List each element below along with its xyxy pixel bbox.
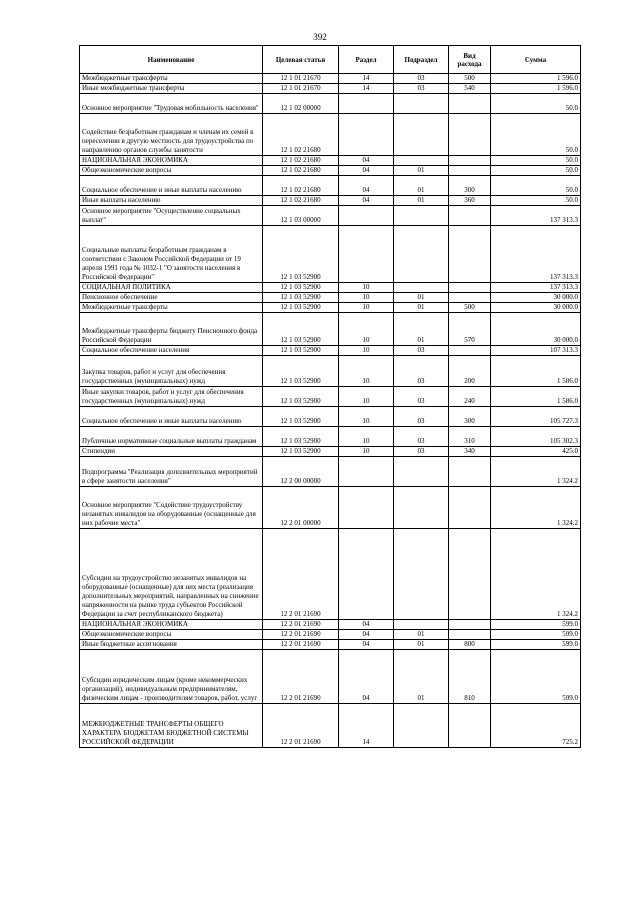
row-name-cell: Социальное обеспечение населения: [80, 346, 263, 356]
row-name-cell: Подпрограмма "Реализация дополнительных мероприятий в сфере занятости населения": [80, 457, 263, 487]
table-row: [80, 356, 581, 387]
row-target-article-cell: 12 1 03 52900: [263, 346, 339, 356]
row-expense-type-cell: 500: [449, 303, 491, 313]
row-amount-cell: 30 000.0: [491, 293, 581, 303]
row-amount-cell: 50.0: [491, 114, 581, 156]
table-row: [80, 303, 581, 313]
row-section-cell: 04: [339, 650, 394, 704]
row-expense-type-cell: [449, 346, 491, 356]
row-name-cell: Иные бюджетные ассигнования: [80, 640, 263, 650]
row-target-article-cell: 12 1 03 52900: [263, 293, 339, 303]
row-subsection-cell: 01: [394, 303, 449, 313]
row-amount-cell: 30 000.0: [491, 303, 581, 313]
header-section: Раздел: [339, 46, 394, 74]
row-expense-type-cell: [449, 283, 491, 293]
row-name-cell: Содействие безработным гражданам и членам их семей в переселении в другую местность для трудоустройства по направлению органов службы занятости: [80, 114, 263, 156]
row-name-cell: Субсидии юридическим лицам (кроме некоммерческих организаций), индивидуальным предпринимателям, физическим лицам - производителям товаров, работ, услуг: [80, 650, 263, 704]
row-target-article-cell: 12 1 03 52900: [263, 447, 339, 457]
row-section-cell: [339, 487, 394, 529]
page-number: 392: [313, 32, 327, 42]
row-subsection-cell: [394, 704, 449, 748]
row-amount-cell: 30 000.0: [491, 313, 581, 346]
table-row: [80, 293, 581, 303]
row-section-cell: 04: [339, 630, 394, 640]
row-amount-cell: 50.0: [491, 156, 581, 166]
row-amount-cell: 599.0: [491, 630, 581, 640]
row-subsection-cell: 03: [394, 84, 449, 94]
row-subsection-cell: 01: [394, 166, 449, 176]
row-subsection-cell: 01: [394, 196, 449, 206]
row-target-article-cell: 12 1 03 00000: [263, 206, 339, 226]
row-expense-type-cell: [449, 293, 491, 303]
row-amount-cell: 425.0: [491, 447, 581, 457]
row-amount-cell: 599.0: [491, 650, 581, 704]
row-expense-type-cell: 340: [449, 447, 491, 457]
row-section-cell: 04: [339, 166, 394, 176]
row-subsection-cell: [394, 529, 449, 620]
row-section-cell: 14: [339, 74, 394, 84]
table-row: [80, 94, 581, 114]
row-target-article-cell: 12 2 01 21690: [263, 630, 339, 640]
table-row: [80, 114, 581, 156]
header-name: Наименование: [80, 46, 263, 74]
row-amount-cell: 105 302.3: [491, 427, 581, 447]
row-target-article-cell: 12 1 02 00000: [263, 94, 339, 114]
row-target-article-cell: 12 2 01 21690: [263, 640, 339, 650]
row-name-cell: Иные межбюджетные трансферты: [80, 84, 263, 94]
row-target-article-cell: 12 1 01 21670: [263, 74, 339, 84]
row-expense-type-cell: [449, 94, 491, 114]
row-name-cell: Основное мероприятие "Трудовая мобильность населения": [80, 94, 263, 114]
row-name-cell: Общеэкономические вопросы: [80, 166, 263, 176]
row-expense-type-cell: 200: [449, 356, 491, 387]
row-section-cell: 14: [339, 84, 394, 94]
row-amount-cell: 1 324.2: [491, 487, 581, 529]
row-target-article-cell: 12 2 01 21690: [263, 704, 339, 748]
row-subsection-cell: 01: [394, 650, 449, 704]
row-name-cell: Пенсионное обеспечение: [80, 293, 263, 303]
row-name-cell: НАЦИОНАЛЬНАЯ ЭКОНОМИКА: [80, 620, 263, 630]
row-target-article-cell: 12 1 03 52900: [263, 387, 339, 407]
table-row: [80, 196, 581, 206]
row-target-article-cell: 12 1 03 52900: [263, 313, 339, 346]
row-subsection-cell: 03: [394, 346, 449, 356]
table-row: [80, 226, 581, 283]
row-subsection-cell: 01: [394, 176, 449, 196]
row-name-cell: Общеэкономические вопросы: [80, 630, 263, 640]
row-section-cell: 04: [339, 196, 394, 206]
row-target-article-cell: 12 1 03 52900: [263, 427, 339, 447]
header-expense-type: Вид расхода: [449, 46, 491, 74]
row-section-cell: 10: [339, 283, 394, 293]
table-row: [80, 447, 581, 457]
row-amount-cell: 599.0: [491, 640, 581, 650]
row-amount-cell: 105 727.3: [491, 407, 581, 427]
row-section-cell: 10: [339, 447, 394, 457]
header-subsection: Подраздел: [394, 46, 449, 74]
row-amount-cell: 107 313.3: [491, 346, 581, 356]
row-section-cell: 04: [339, 640, 394, 650]
table-row: [80, 313, 581, 346]
row-amount-cell: 50.0: [491, 176, 581, 196]
row-target-article-cell: 12 1 03 52900: [263, 303, 339, 313]
table-row: [80, 427, 581, 447]
table-row: [80, 457, 581, 487]
row-name-cell: Социальное обеспечение и иные выплаты населению: [80, 176, 263, 196]
row-amount-cell: 137 313.3: [491, 206, 581, 226]
table-row: [80, 283, 581, 293]
row-expense-type-cell: [449, 226, 491, 283]
row-expense-type-cell: 240: [449, 387, 491, 407]
row-amount-cell: 725.2: [491, 704, 581, 748]
row-amount-cell: 1 586.0: [491, 356, 581, 387]
row-subsection-cell: [394, 487, 449, 529]
table-row: [80, 650, 581, 704]
row-subsection-cell: [394, 94, 449, 114]
row-section-cell: [339, 226, 394, 283]
row-section-cell: 10: [339, 427, 394, 447]
row-expense-type-cell: 800: [449, 640, 491, 650]
row-target-article-cell: 12 1 02 21680: [263, 176, 339, 196]
row-expense-type-cell: [449, 156, 491, 166]
row-name-cell: Закупка товаров, работ и услуг для обеспечения государственных (муниципальных) нужд: [80, 356, 263, 387]
row-amount-cell: 1 596.0: [491, 74, 581, 84]
row-target-article-cell: 12 1 03 52900: [263, 407, 339, 427]
row-subsection-cell: 03: [394, 74, 449, 84]
header-amount: Сумма: [491, 46, 581, 74]
row-expense-type-cell: [449, 457, 491, 487]
row-name-cell: Межбюджетные трансферты бюджету Пенсионного фонда Российской Федерации: [80, 313, 263, 346]
row-target-article-cell: 12 1 03 52900: [263, 283, 339, 293]
row-amount-cell: 1 586.0: [491, 387, 581, 407]
row-subsection-cell: 01: [394, 313, 449, 346]
table-row: [80, 176, 581, 196]
row-expense-type-cell: [449, 206, 491, 226]
row-name-cell: Основное мероприятие "Осуществление социальных выплат": [80, 206, 263, 226]
row-subsection-cell: [394, 457, 449, 487]
row-subsection-cell: [394, 283, 449, 293]
row-subsection-cell: 01: [394, 293, 449, 303]
row-name-cell: Основное мероприятие "Содействие трудоустройству незанятых инвалидов на оборудованные (оснащенные для них рабочие места": [80, 487, 263, 529]
row-expense-type-cell: [449, 166, 491, 176]
row-expense-type-cell: 540: [449, 84, 491, 94]
table-row: [80, 166, 581, 176]
row-subsection-cell: [394, 114, 449, 156]
row-expense-type-cell: 310: [449, 427, 491, 447]
row-subsection-cell: [394, 156, 449, 166]
table-header-row: [80, 46, 581, 74]
row-name-cell: Социальные выплаты безработным гражданам в соответствии с Законом Российской Федерации от 19 апреля 1991 года № 1032-1 "О занятости населения в Российской Федерации": [80, 226, 263, 283]
row-expense-type-cell: 810: [449, 650, 491, 704]
row-amount-cell: 1 324.2: [491, 529, 581, 620]
row-target-article-cell: 12 1 03 52900: [263, 226, 339, 283]
table-row: [80, 156, 581, 166]
row-subsection-cell: 03: [394, 447, 449, 457]
table-row: [80, 346, 581, 356]
row-name-cell: МЕЖБЮДЖЕТНЫЕ ТРАНСФЕРТЫ ОБЩЕГО ХАРАКТЕРА БЮДЖЕТАМ БЮДЖЕТНОЙ СИСТЕМЫ РОССИЙСКОЙ ФЕДЕРАЦИИ: [80, 704, 263, 748]
row-target-article-cell: 12 1 02 21680: [263, 114, 339, 156]
row-name-cell: Иные выплаты населению: [80, 196, 263, 206]
row-subsection-cell: 01: [394, 640, 449, 650]
row-expense-type-cell: [449, 704, 491, 748]
row-name-cell: НАЦИОНАЛЬНАЯ ЭКОНОМИКА: [80, 156, 263, 166]
row-target-article-cell: 12 1 02 21680: [263, 156, 339, 166]
row-section-cell: [339, 529, 394, 620]
row-subsection-cell: 03: [394, 387, 449, 407]
row-section-cell: 10: [339, 293, 394, 303]
row-subsection-cell: 03: [394, 356, 449, 387]
table-row: [80, 620, 581, 630]
row-subsection-cell: 03: [394, 407, 449, 427]
row-amount-cell: 1 596.0: [491, 84, 581, 94]
table-body: [80, 74, 581, 748]
row-target-article-cell: 12 2 01 21690: [263, 650, 339, 704]
row-target-article-cell: 12 1 01 21670: [263, 84, 339, 94]
row-target-article-cell: 12 2 00 00000: [263, 457, 339, 487]
row-name-cell: Социальное обеспечение и иные выплаты населению: [80, 407, 263, 427]
table-row: [80, 640, 581, 650]
row-name-cell: Иные закупки товаров, работ и услуг для обеспечения государственных (муниципальных) нужд: [80, 387, 263, 407]
row-section-cell: 10: [339, 387, 394, 407]
row-subsection-cell: [394, 226, 449, 283]
row-name-cell: Межбюджетные трансферты: [80, 303, 263, 313]
row-amount-cell: 50.0: [491, 94, 581, 114]
row-section-cell: 10: [339, 303, 394, 313]
row-expense-type-cell: [449, 630, 491, 640]
row-expense-type-cell: 570: [449, 313, 491, 346]
row-expense-type-cell: [449, 529, 491, 620]
table-row: [80, 630, 581, 640]
row-section-cell: [339, 114, 394, 156]
row-expense-type-cell: 300: [449, 407, 491, 427]
row-name-cell: Публичные нормативные социальные выплаты гражданам: [80, 427, 263, 447]
row-amount-cell: 137 313.3: [491, 283, 581, 293]
row-section-cell: 10: [339, 407, 394, 427]
row-expense-type-cell: [449, 487, 491, 529]
row-target-article-cell: 12 2 01 21690: [263, 529, 339, 620]
table-row: [80, 704, 581, 748]
table-row: [80, 387, 581, 407]
row-amount-cell: 599.0: [491, 620, 581, 630]
row-section-cell: 04: [339, 156, 394, 166]
row-expense-type-cell: 300: [449, 176, 491, 196]
row-expense-type-cell: [449, 620, 491, 630]
row-amount-cell: 50.0: [491, 196, 581, 206]
row-section-cell: 10: [339, 356, 394, 387]
header-target-article: Целевая статья: [263, 46, 339, 74]
row-section-cell: 14: [339, 704, 394, 748]
row-expense-type-cell: [449, 114, 491, 156]
budget-table: [79, 45, 581, 748]
row-subsection-cell: 03: [394, 427, 449, 447]
row-target-article-cell: 12 1 02 21680: [263, 166, 339, 176]
row-section-cell: [339, 94, 394, 114]
row-target-article-cell: 12 1 03 52900: [263, 356, 339, 387]
table-row: [80, 206, 581, 226]
row-section-cell: [339, 206, 394, 226]
row-expense-type-cell: 360: [449, 196, 491, 206]
row-subsection-cell: [394, 620, 449, 630]
table-row: [80, 487, 581, 529]
row-amount-cell: 1 324.2: [491, 457, 581, 487]
row-section-cell: [339, 457, 394, 487]
row-name-cell: Стипендии: [80, 447, 263, 457]
row-section-cell: 10: [339, 346, 394, 356]
table-row: [80, 84, 581, 94]
row-subsection-cell: 01: [394, 630, 449, 640]
row-expense-type-cell: 500: [449, 74, 491, 84]
row-subsection-cell: [394, 206, 449, 226]
row-section-cell: 10: [339, 313, 394, 346]
table-row: [80, 529, 581, 620]
table-row: [80, 407, 581, 427]
row-name-cell: Межбюджетные трансферты: [80, 74, 263, 84]
row-name-cell: СОЦИАЛЬНАЯ ПОЛИТИКА: [80, 283, 263, 293]
row-target-article-cell: 12 1 02 21680: [263, 196, 339, 206]
row-name-cell: Субсидии на трудоустройство незанятых инвалидов на оборудованные (оснащенные) для них места (реализация дополнительных мероприятий, направленных на снижение напряженности на рынке труда субъектов Российской Федерации за счет республиканского бюджета): [80, 529, 263, 620]
table-row: [80, 74, 581, 84]
row-amount-cell: 50.0: [491, 166, 581, 176]
row-target-article-cell: 12 2 01 21690: [263, 620, 339, 630]
row-section-cell: 04: [339, 620, 394, 630]
row-amount-cell: 137 313.3: [491, 226, 581, 283]
row-section-cell: 04: [339, 176, 394, 196]
row-target-article-cell: 12 2 01 00000: [263, 487, 339, 529]
